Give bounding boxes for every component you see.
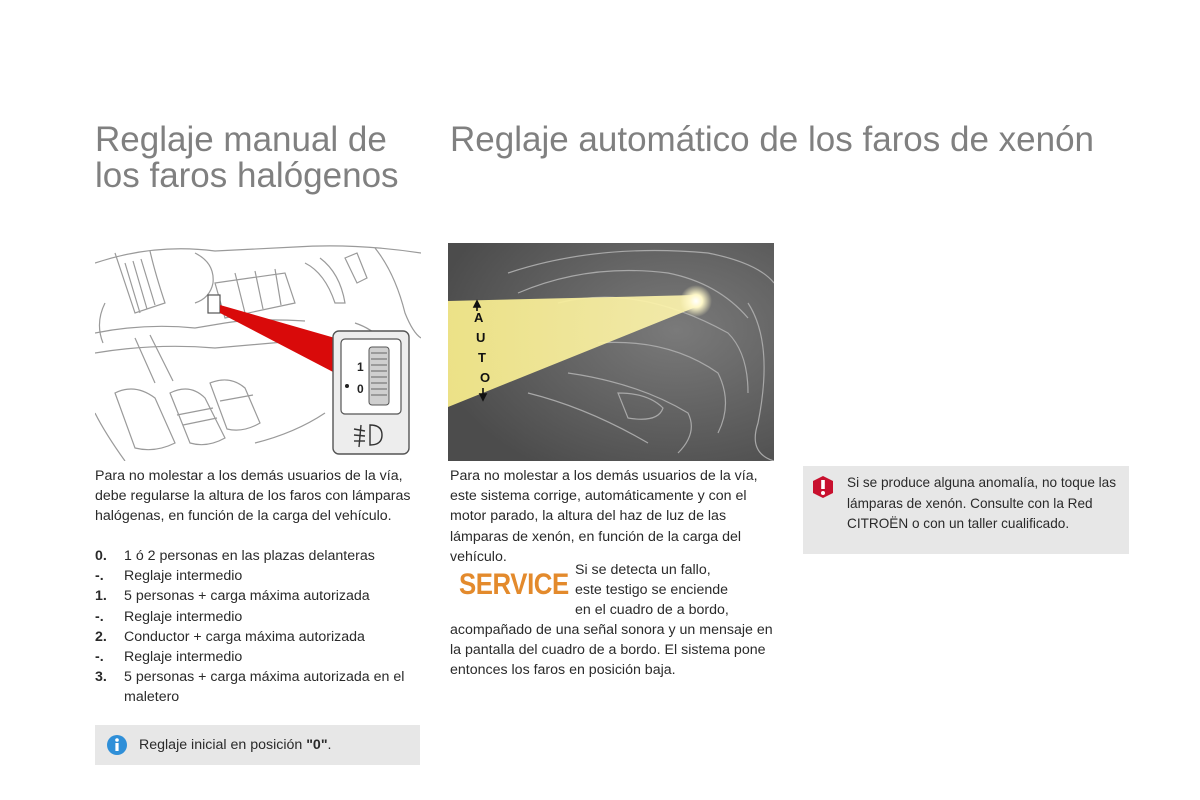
fault-rest: acompañado de una señal sonora y un mensaje en la pantalla del cuadro de a bordo. El sistema pone entonces los faros en posición baja.	[450, 622, 773, 679]
left-title	[95, 122, 435, 194]
list-item-num: -.	[95, 649, 104, 666]
list-item	[95, 627, 425, 647]
list-item	[95, 546, 425, 566]
list-item	[95, 607, 425, 627]
load-list	[95, 546, 425, 708]
info-box	[95, 725, 420, 765]
dashboard-illustration	[95, 243, 421, 461]
info-icon	[106, 734, 128, 756]
warning-text: Si se produce alguna anomalía, no toque las lámparas de xenón. Consulte con la Red CITROËN o con un taller cualificado.	[847, 475, 1117, 531]
left-title-line1: Reglaje manual de	[95, 120, 387, 159]
middle-title: Reglaje automático de los faros de xenón	[450, 120, 1095, 159]
list-item-text: 5 personas + carga máxima autorizada	[124, 588, 370, 605]
auto-letter-o: O	[480, 370, 491, 385]
warning-box	[803, 466, 1129, 554]
info-text-end: .	[327, 737, 332, 753]
auto-letter-u: U	[476, 330, 486, 345]
list-item-text: Conductor + carga máxima autorizada	[124, 628, 365, 645]
list-item-text: Reglaje intermedio	[124, 608, 243, 625]
list-item-text: Reglaje intermedio	[124, 568, 243, 585]
fault-line-1: Si se detecta un fallo,	[575, 562, 711, 578]
list-item-num: -.	[95, 608, 104, 625]
info-text	[139, 735, 332, 755]
headlamp-photo	[448, 243, 774, 461]
list-item	[95, 647, 425, 667]
warning-icon	[812, 475, 834, 499]
dial-label-top: 1	[357, 360, 364, 374]
list-item-num: 1.	[95, 588, 107, 605]
auto-letter-t: T	[478, 350, 486, 365]
left-intro: Para no molestar a los demás usuarios de la vía, debe regularse la altura de los faros con lámparas halógenas, en función de la carga del vehículo.	[95, 468, 411, 525]
list-item	[95, 566, 425, 586]
list-item-num: 2.	[95, 628, 107, 645]
auto-letter-a: A	[474, 310, 484, 325]
fault-line-2: este testigo se enciende	[575, 582, 729, 598]
list-item-num: 0.	[95, 548, 107, 564]
list-item-text: 1 ó 2 personas en las plazas delanteras	[124, 548, 375, 564]
info-text-bold: "0"	[306, 737, 328, 753]
list-item-num: 3.	[95, 669, 107, 686]
list-item-num: -.	[95, 568, 104, 585]
middle-intro: Para no molestar a los demás usuarios de la vía, este sistema corrige, automáticamente y con el motor parado, la altura del haz de luz de las lámparas de xenón, en función de la carga del vehículo.	[450, 468, 758, 565]
left-title-line2: los faros halógenos	[95, 156, 399, 195]
list-item-text: Reglaje intermedio	[124, 649, 243, 666]
fault-line-3: en el cuadro de a bordo,	[575, 602, 729, 618]
dial-label-bottom: 0	[357, 382, 364, 396]
service-warning-light: SERVICE	[459, 568, 569, 601]
info-text-main: Reglaje inicial en posición	[139, 737, 307, 753]
list-item-text: 5 personas + carga máxima autorizada en el maletero	[124, 669, 405, 706]
list-item	[95, 586, 425, 606]
list-item	[95, 667, 425, 707]
